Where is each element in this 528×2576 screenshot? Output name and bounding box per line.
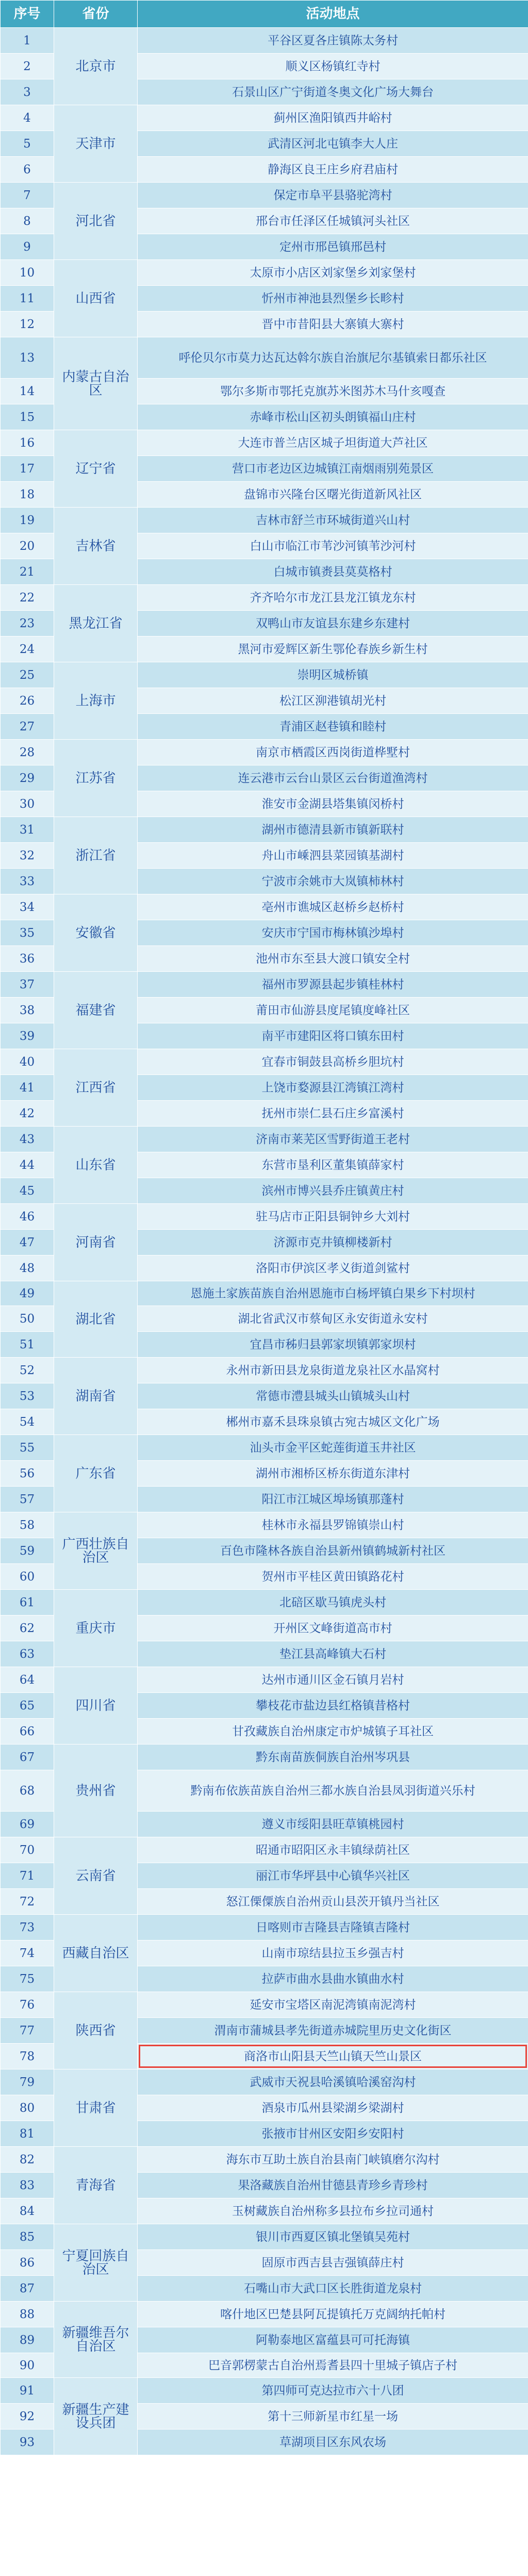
row-number: 88 xyxy=(1,2302,54,2327)
row-number: 40 xyxy=(1,1049,54,1075)
row-number: 67 xyxy=(1,1744,54,1770)
row-number: 7 xyxy=(1,183,54,208)
row-number: 43 xyxy=(1,1127,54,1152)
province-cell: 四川省 xyxy=(54,1667,138,1744)
location-cell: 第十三师新星市红星一场 xyxy=(138,2404,528,2430)
location-cell: 延安市宝塔区南泥湾镇南泥湾村 xyxy=(138,1992,528,2018)
location-cell: 济源市克井镇柳楼新村 xyxy=(138,1230,528,1256)
province-cell: 内蒙古自治区 xyxy=(54,337,138,430)
row-number: 77 xyxy=(1,2018,54,2044)
row-number: 69 xyxy=(1,1812,54,1837)
province-cell: 上海市 xyxy=(54,662,138,740)
location-cell: 永州市新田县龙泉街道龙泉社区水晶窝村 xyxy=(138,1358,528,1383)
row-number: 37 xyxy=(1,972,54,998)
location-cell: 湖州市德清县新市镇新联村 xyxy=(138,817,528,843)
row-number: 28 xyxy=(1,740,54,765)
location-cell: 池州市东至县大渡口镇安全村 xyxy=(138,946,528,972)
row-number: 48 xyxy=(1,1256,54,1281)
location-cell: 日喀则市吉隆县吉隆镇吉隆村 xyxy=(138,1915,528,1941)
row-number: 24 xyxy=(1,637,54,662)
row-number: 76 xyxy=(1,1992,54,2018)
province-cell: 河南省 xyxy=(54,1204,138,1281)
table-row xyxy=(1,28,528,54)
row-number: 31 xyxy=(1,817,54,843)
row-number: 33 xyxy=(1,869,54,894)
row-number: 83 xyxy=(1,2173,54,2198)
row-number: 35 xyxy=(1,920,54,946)
location-cell: 贺州市平桂区黄田镇路花村 xyxy=(138,1564,528,1590)
province-cell: 北京市 xyxy=(54,28,138,105)
row-number: 92 xyxy=(1,2404,54,2430)
row-number: 20 xyxy=(1,533,54,559)
province-cell: 山东省 xyxy=(54,1127,138,1204)
table-row xyxy=(1,2069,528,2095)
province-cell: 青海省 xyxy=(54,2147,138,2224)
table-row xyxy=(1,337,528,379)
table-row xyxy=(1,972,528,998)
row-number: 25 xyxy=(1,662,54,688)
location-cell: 莆田市仙游县度尾镇度峰社区 xyxy=(138,998,528,1023)
row-number: 12 xyxy=(1,312,54,337)
location-cell: 鄂尔多斯市鄂托克旗苏米图苏木马什亥嘎查 xyxy=(138,379,528,404)
location-cell: 喀什地区巴楚县阿瓦提镇托万克阔纳托帕村 xyxy=(138,2302,528,2327)
row-number: 41 xyxy=(1,1075,54,1101)
row-number: 30 xyxy=(1,791,54,817)
province-cell: 吉林省 xyxy=(54,508,138,585)
row-number: 71 xyxy=(1,1863,54,1889)
province-cell: 湖北省 xyxy=(54,1281,138,1358)
table-row xyxy=(1,105,528,131)
location-cell: 固原市西吉县吉强镇薛庄村 xyxy=(138,2250,528,2276)
row-number: 22 xyxy=(1,585,54,611)
row-number: 51 xyxy=(1,1332,54,1358)
row-number: 55 xyxy=(1,1435,54,1461)
location-cell: 黔东南苗族侗族自治州岑巩县 xyxy=(138,1744,528,1770)
row-number: 73 xyxy=(1,1915,54,1941)
location-cell: 赤峰市松山区初头朗镇福山庄村 xyxy=(138,404,528,430)
table-row xyxy=(1,2302,528,2327)
row-number: 5 xyxy=(1,131,54,157)
province-cell: 广西壮族自治区 xyxy=(54,1512,138,1590)
location-cell: 张掖市甘州区安阳乡安阳村 xyxy=(138,2121,528,2147)
header-location: 活动地点 xyxy=(138,1,528,28)
location-cell: 怒江傈僳族自治州贡山县茨开镇丹当社区 xyxy=(138,1889,528,1915)
location-cell: 海东市互助土族自治县南门峡镇磨尔沟村 xyxy=(138,2147,528,2173)
table-row xyxy=(1,1127,528,1152)
location-cell: 双鸭山市友谊县东建乡东建村 xyxy=(138,611,528,637)
table-row xyxy=(1,1049,528,1075)
row-number: 38 xyxy=(1,998,54,1023)
location-cell: 丽江市华坪县中心镇华兴社区 xyxy=(138,1863,528,1889)
row-number: 16 xyxy=(1,430,54,456)
province-cell: 宁夏回族自治区 xyxy=(54,2224,138,2302)
location-cell: 达州市通川区金石镇月岩村 xyxy=(138,1667,528,1693)
row-number: 21 xyxy=(1,559,54,585)
table-row xyxy=(1,740,528,765)
row-number: 64 xyxy=(1,1667,54,1693)
location-cell: 大连市普兰店区城子坦街道大芦社区 xyxy=(138,430,528,456)
row-number: 61 xyxy=(1,1590,54,1616)
row-number: 3 xyxy=(1,79,54,105)
row-number: 93 xyxy=(1,2430,54,2455)
location-cell: 营口市老边区边城镇江南烟雨别苑景区 xyxy=(138,456,528,482)
row-number: 52 xyxy=(1,1358,54,1383)
location-cell: 白山市临江市苇沙河镇苇沙河村 xyxy=(138,533,528,559)
row-number: 14 xyxy=(1,379,54,404)
row-number: 23 xyxy=(1,611,54,637)
table-row xyxy=(1,2224,528,2250)
location-cell: 安庆市宁国市梅林镇沙埠村 xyxy=(138,920,528,946)
table-row xyxy=(1,1992,528,2018)
table-row xyxy=(1,1590,528,1616)
row-number: 53 xyxy=(1,1383,54,1409)
location-cell: 青浦区赵巷镇和睦村 xyxy=(138,714,528,740)
location-cell: 恩施土家族苗族自治州恩施市白杨坪镇白果乡下村坝村 xyxy=(138,1281,528,1306)
province-cell: 重庆市 xyxy=(54,1590,138,1667)
table-header-row xyxy=(1,1,528,28)
row-number: 75 xyxy=(1,1966,54,1992)
location-cell: 常德市澧县城头山镇城头山村 xyxy=(138,1383,528,1409)
location-cell: 阳江市江城区埠场镇那蓬村 xyxy=(138,1487,528,1512)
row-number: 50 xyxy=(1,1306,54,1332)
row-number: 74 xyxy=(1,1941,54,1966)
location-cell: 南京市栖霞区西岗街道桦墅村 xyxy=(138,740,528,765)
location-cell: 遵义市绥阳县旺草镇桃园村 xyxy=(138,1812,528,1837)
table-row xyxy=(1,430,528,456)
location-cell: 武清区河北屯镇李大人庄 xyxy=(138,131,528,157)
location-cell: 黑河市爱辉区新生鄂伦春族乡新生村 xyxy=(138,637,528,662)
row-number: 1 xyxy=(1,28,54,54)
location-cell: 汕头市金平区蛇莲街道玉井社区 xyxy=(138,1435,528,1461)
row-number: 10 xyxy=(1,260,54,286)
location-cell: 亳州市谯城区赵桥乡赵桥村 xyxy=(138,894,528,920)
row-number: 68 xyxy=(1,1770,54,1812)
province-cell: 新疆维吾尔自治区 xyxy=(54,2302,138,2378)
location-cell: 邢台市任泽区任城镇河头社区 xyxy=(138,208,528,234)
table-row xyxy=(1,894,528,920)
row-number: 87 xyxy=(1,2276,54,2302)
location-cell: 巴音郭楞蒙古自治州焉耆县四十里城子镇店子村 xyxy=(138,2353,528,2378)
location-cell: 吉林市舒兰市环城街道兴山村 xyxy=(138,508,528,533)
row-number: 60 xyxy=(1,1564,54,1590)
row-number: 47 xyxy=(1,1230,54,1256)
row-number: 91 xyxy=(1,2378,54,2404)
location-cell: 甘孜藏族自治州康定市炉城镇子耳社区 xyxy=(138,1719,528,1744)
row-number: 32 xyxy=(1,843,54,869)
location-cell: 百色市隆林各族自治县新州镇鹤城新村社区 xyxy=(138,1538,528,1564)
table-row xyxy=(1,1667,528,1693)
location-cell: 昭通市昭阳区永丰镇绿荫社区 xyxy=(138,1837,528,1863)
table-row xyxy=(1,1837,528,1863)
table-row xyxy=(1,2147,528,2173)
location-cell: 松江区泖港镇胡光村 xyxy=(138,688,528,714)
location-cell: 太原市小店区刘家堡乡刘家堡村 xyxy=(138,260,528,286)
location-cell: 宜昌市秭归县郭家坝镇郭家坝村 xyxy=(138,1332,528,1358)
province-cell: 新疆生产建设兵团 xyxy=(54,2378,138,2455)
row-number: 44 xyxy=(1,1152,54,1178)
row-number: 13 xyxy=(1,337,54,379)
province-cell: 甘肃省 xyxy=(54,2069,138,2147)
location-cell: 开州区文峰街道高市村 xyxy=(138,1616,528,1641)
location-cell: 济南市莱芜区雪野街道王老村 xyxy=(138,1127,528,1152)
location-cell: 滨州市博兴县乔庄镇黄庄村 xyxy=(138,1178,528,1204)
location-cell: 武威市天祝县哈溪镇哈溪窑沟村 xyxy=(138,2069,528,2095)
province-cell: 天津市 xyxy=(54,105,138,183)
location-cell: 攀枝花市盐边县红格镇昔格村 xyxy=(138,1693,528,1719)
province-cell: 贵州省 xyxy=(54,1744,138,1837)
location-cell: 舟山市嵊泗县菜园镇基湖村 xyxy=(138,843,528,869)
row-number: 79 xyxy=(1,2069,54,2095)
location-cell: 晋中市昔阳县大寨镇大寨村 xyxy=(138,312,528,337)
location-cell: 第四师可克达拉市六十八团 xyxy=(138,2378,528,2404)
location-cell: 宁波市余姚市大岚镇柿林村 xyxy=(138,869,528,894)
row-number: 86 xyxy=(1,2250,54,2276)
location-cell: 酒泉市瓜州县梁湖乡梁湖村 xyxy=(138,2095,528,2121)
header-province: 省份 xyxy=(54,1,138,28)
location-cell: 崇明区城桥镇 xyxy=(138,662,528,688)
location-cell: 玉树藏族自治州称多县拉布乡拉司通村 xyxy=(138,2198,528,2224)
row-number: 81 xyxy=(1,2121,54,2147)
location-cell: 南平市建阳区将口镇东田村 xyxy=(138,1023,528,1049)
location-cell: 淮安市金湖县塔集镇闵桥村 xyxy=(138,791,528,817)
location-cell: 上饶市婺源县江湾镇江湾村 xyxy=(138,1075,528,1101)
location-cell: 齐齐哈尔市龙江县龙江镇龙东村 xyxy=(138,585,528,611)
table-row xyxy=(1,662,528,688)
province-cell: 西藏自治区 xyxy=(54,1915,138,1992)
location-cell: 连云港市云台山景区云台街道渔湾村 xyxy=(138,765,528,791)
row-number: 29 xyxy=(1,765,54,791)
table-row xyxy=(1,260,528,286)
row-number: 15 xyxy=(1,404,54,430)
location-cell: 石嘴山市大武口区长胜街道龙泉村 xyxy=(138,2276,528,2302)
province-cell: 安徽省 xyxy=(54,894,138,972)
table-row xyxy=(1,585,528,611)
table-row xyxy=(1,1744,528,1770)
province-cell: 云南省 xyxy=(54,1837,138,1915)
row-number: 6 xyxy=(1,157,54,183)
location-cell: 垫江县高峰镇大石村 xyxy=(138,1641,528,1667)
row-number: 45 xyxy=(1,1178,54,1204)
location-cell: 驻马店市正阳县铜钟乡大刘村 xyxy=(138,1204,528,1230)
table-row xyxy=(1,1204,528,1230)
row-number: 26 xyxy=(1,688,54,714)
row-number: 17 xyxy=(1,456,54,482)
row-number: 90 xyxy=(1,2353,54,2378)
location-cell: 石景山区广宁街道冬奥文化广场大舞台 xyxy=(138,79,528,105)
row-number: 19 xyxy=(1,508,54,533)
location-cell: 静海区良王庄乡府君庙村 xyxy=(138,157,528,183)
row-number: 18 xyxy=(1,482,54,508)
row-number: 34 xyxy=(1,894,54,920)
row-number: 80 xyxy=(1,2095,54,2121)
province-cell: 河北省 xyxy=(54,183,138,260)
province-cell: 江西省 xyxy=(54,1049,138,1127)
location-cell: 果洛藏族自治州甘德县青珍乡青珍村 xyxy=(138,2173,528,2198)
row-number: 89 xyxy=(1,2327,54,2353)
location-cell: 忻州市神池县烈堡乡长畛村 xyxy=(138,286,528,312)
table-row xyxy=(1,508,528,533)
province-cell: 黑龙江省 xyxy=(54,585,138,662)
row-number: 4 xyxy=(1,105,54,131)
row-number: 49 xyxy=(1,1281,54,1306)
province-cell: 江苏省 xyxy=(54,740,138,817)
table-row xyxy=(1,1915,528,1941)
table-row xyxy=(1,817,528,843)
location-cell: 湖州市湘桥区桥东街道东津村 xyxy=(138,1461,528,1487)
row-number: 2 xyxy=(1,54,54,79)
location-cell: 福州市罗源县起步镇桂林村 xyxy=(138,972,528,998)
province-cell: 浙江省 xyxy=(54,817,138,894)
location-cell: 山南市琼结县拉玉乡强吉村 xyxy=(138,1941,528,1966)
row-number: 39 xyxy=(1,1023,54,1049)
row-number: 62 xyxy=(1,1616,54,1641)
row-number: 36 xyxy=(1,946,54,972)
location-cell: 拉萨市曲水县曲水镇曲水村 xyxy=(138,1966,528,1992)
table-row xyxy=(1,1435,528,1461)
location-cell: 盘锦市兴隆台区曙光街道新风社区 xyxy=(138,482,528,508)
table-row xyxy=(1,1281,528,1306)
table-row xyxy=(1,1358,528,1383)
location-cell: 保定市阜平县骆驼湾村 xyxy=(138,183,528,208)
row-number: 65 xyxy=(1,1693,54,1719)
location-cell: 顺义区杨镇红寺村 xyxy=(138,54,528,79)
row-number: 27 xyxy=(1,714,54,740)
row-number: 70 xyxy=(1,1837,54,1863)
location-cell: 蓟州区渔阳镇西井峪村 xyxy=(138,105,528,131)
location-cell: 宜春市铜鼓县高桥乡胆坑村 xyxy=(138,1049,528,1075)
row-number: 42 xyxy=(1,1101,54,1127)
row-number: 11 xyxy=(1,286,54,312)
row-number: 63 xyxy=(1,1641,54,1667)
location-cell: 白城市镇赉县莫莫格村 xyxy=(138,559,528,585)
row-number: 9 xyxy=(1,234,54,260)
province-cell: 湖南省 xyxy=(54,1358,138,1435)
location-cell: 呼伦贝尔市莫力达瓦达斡尔族自治旗尼尔基镇索日都乐社区 xyxy=(138,337,528,379)
row-number: 46 xyxy=(1,1204,54,1230)
location-cell: 草湖项目区东风农场 xyxy=(138,2430,528,2455)
row-number: 72 xyxy=(1,1889,54,1915)
row-number: 82 xyxy=(1,2147,54,2173)
location-cell: 东营市垦利区董集镇薛家村 xyxy=(138,1152,528,1178)
location-cell: 湖北省武汉市蔡甸区永安街道永安村 xyxy=(138,1306,528,1332)
row-number: 78 xyxy=(1,2044,54,2069)
location-cell: 渭南市蒲城县孝先街道赤城院里历史文化街区 xyxy=(138,2018,528,2044)
province-cell: 陕西省 xyxy=(54,1992,138,2069)
location-cell: 洛阳市伊滨区孝义街道剑鲨村 xyxy=(138,1256,528,1281)
province-cell: 山西省 xyxy=(54,260,138,337)
location-cell: 抚州市崇仁县石庄乡富溪村 xyxy=(138,1101,528,1127)
table-row xyxy=(1,183,528,208)
table-body xyxy=(1,28,528,2455)
row-number: 54 xyxy=(1,1409,54,1435)
location-cell: 黔南布依族苗族自治州三都水族自治县凤羽街道兴乐村 xyxy=(138,1770,528,1812)
row-number: 58 xyxy=(1,1512,54,1538)
table-row xyxy=(1,2378,528,2404)
row-number: 85 xyxy=(1,2224,54,2250)
row-number: 59 xyxy=(1,1538,54,1564)
row-number: 84 xyxy=(1,2198,54,2224)
header-number: 序号 xyxy=(1,1,54,28)
row-number: 56 xyxy=(1,1461,54,1487)
table-row xyxy=(1,1512,528,1538)
province-cell: 福建省 xyxy=(54,972,138,1049)
location-cell: 平谷区夏各庄镇陈太务村 xyxy=(138,28,528,54)
row-number: 8 xyxy=(1,208,54,234)
province-cell: 广东省 xyxy=(54,1435,138,1512)
row-number: 57 xyxy=(1,1487,54,1512)
location-cell: 桂林市永福县罗锦镇崇山村 xyxy=(138,1512,528,1538)
province-cell: 辽宁省 xyxy=(54,430,138,508)
row-number: 66 xyxy=(1,1719,54,1744)
location-cell: 银川市西夏区镇北堡镇吴苑村 xyxy=(138,2224,528,2250)
location-cell: 北碚区歇马镇虎头村 xyxy=(138,1590,528,1616)
location-cell: 定州市邢邑镇邢邑村 xyxy=(138,234,528,260)
location-cell: 阿勒泰地区富蕴县可可托海镇 xyxy=(138,2327,528,2353)
highlighted-location-cell: 商洛市山阳县天竺山镇天竺山景区 xyxy=(138,2044,528,2069)
location-cell: 郴州市嘉禾县珠泉镇古宛古城区文化广场 xyxy=(138,1409,528,1435)
